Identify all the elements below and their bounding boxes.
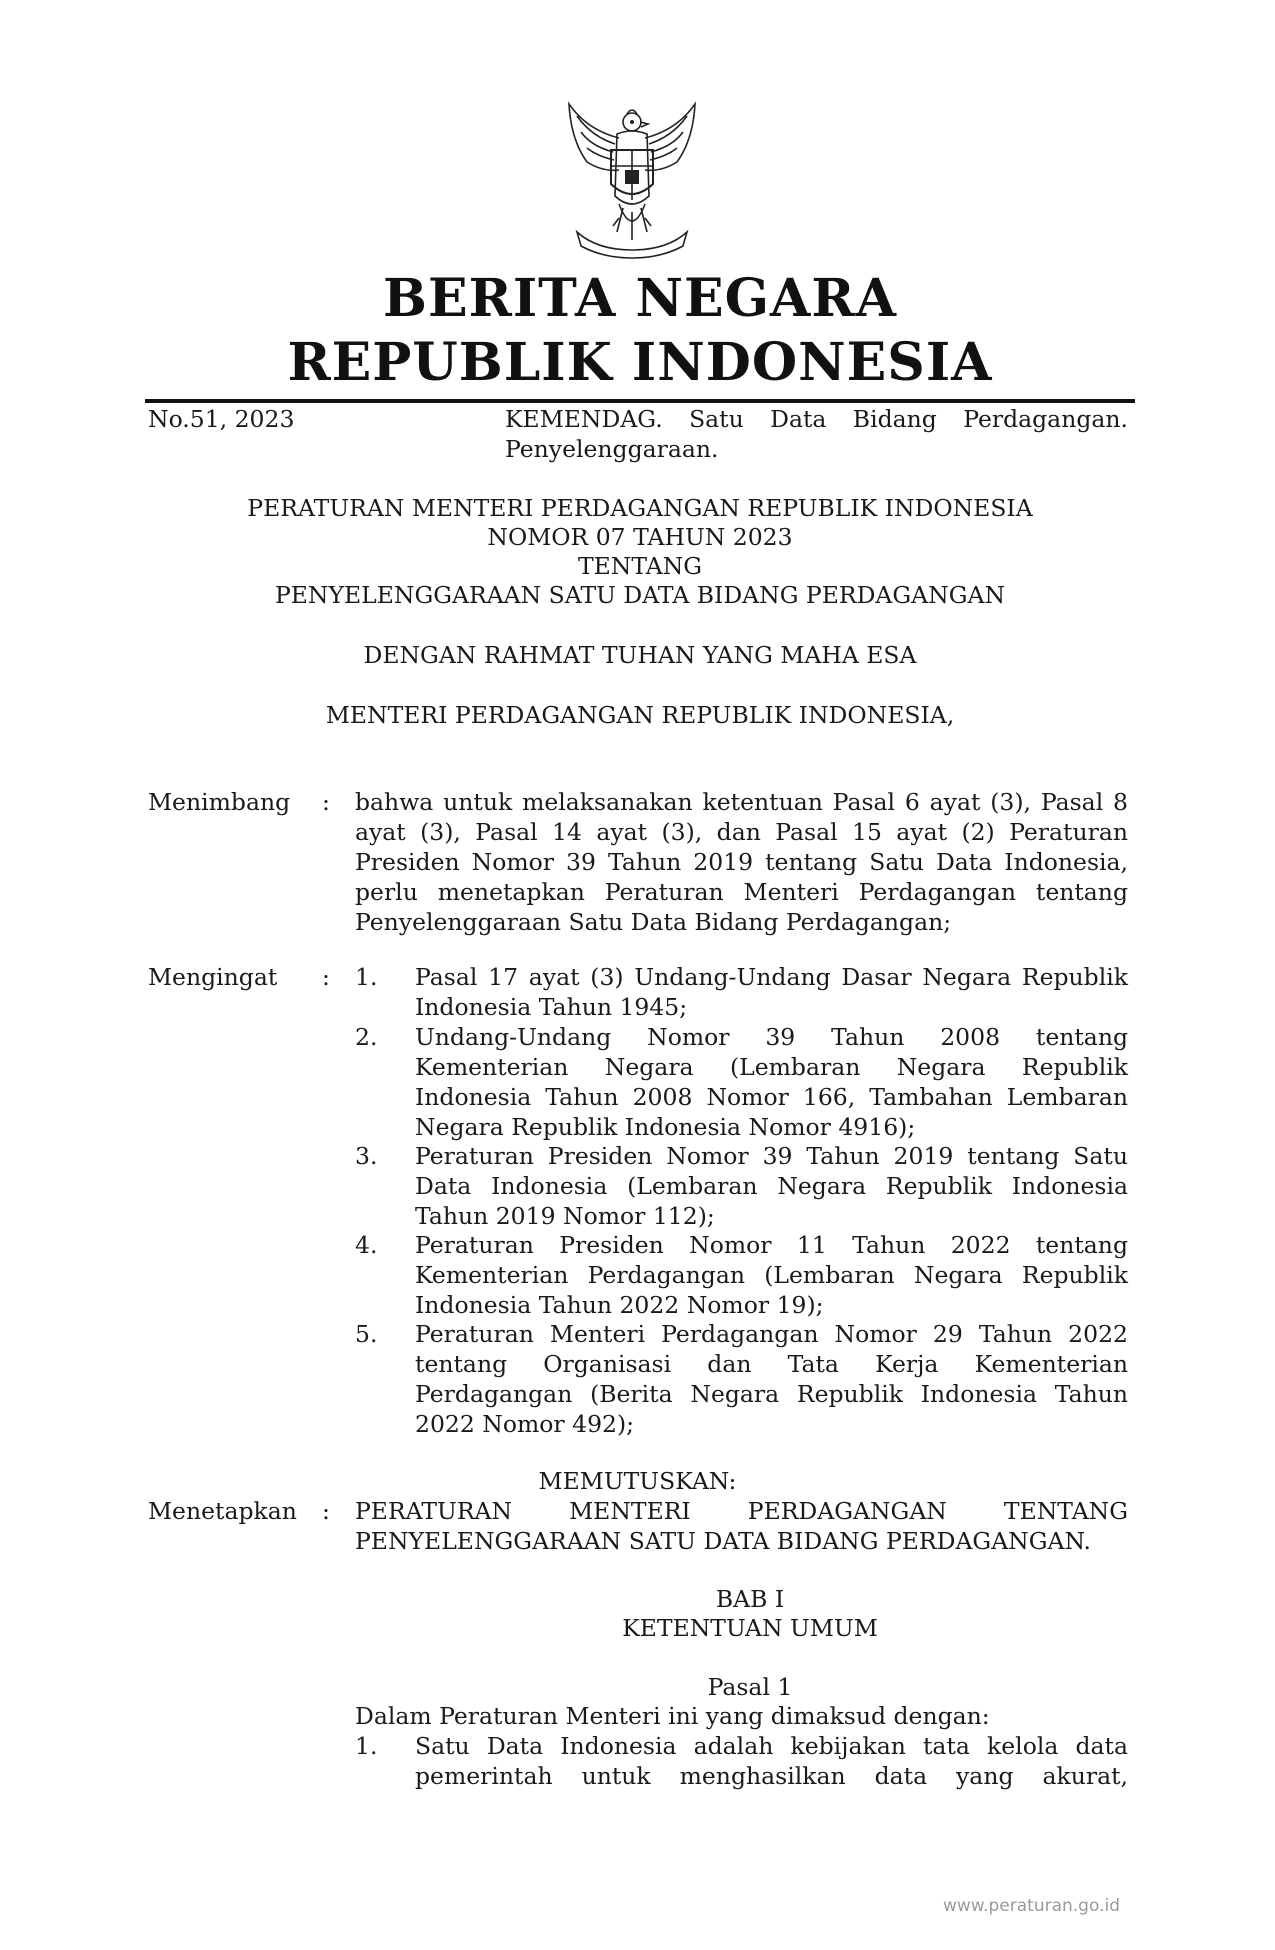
mengingat-label: Mengingat [148, 963, 278, 991]
pasal-intro: Dalam Peraturan Menteri ini yang dimaksud dengan: [355, 1702, 990, 1730]
garuda-emblem-icon [557, 100, 707, 260]
menimbang-label: Menimbang [148, 788, 291, 816]
mengingat-item-text: Peraturan Presiden Nomor 39 Tahun 2019 tentang Satu Data Indonesia (Lembaran Negara Republik Indonesia Tahun 2019 Nomor 112); [415, 1142, 1128, 1230]
mengingat-item-number: 2. [355, 1023, 378, 1051]
regulation-number: NOMOR 07 TAHUN 2023 [487, 523, 793, 551]
mengingat-item-text: Peraturan Presiden Nomor 11 Tahun 2022 tentang Kementerian Perdagangan (Lembaran Negara Republik Indonesia Tahun 2022 Nomor 19); [415, 1231, 1128, 1319]
mengingat-item-text: Peraturan Menteri Perdagangan Nomor 29 Tahun 2022 tentang Organisasi dan Tata Kerja Kementerian Perdagangan (Berita Negara Republik Indonesia Tahun 2022 Nomor 492); [415, 1320, 1128, 1438]
footer-url-link[interactable]: www.peraturan.go.id [942, 1896, 1120, 1916]
mengingat-colon: : [322, 963, 330, 991]
issue-number: No.51, 2023 [148, 405, 295, 433]
bab-title: KETENTUAN UMUM [622, 1614, 878, 1642]
menimbang-text: bahwa untuk melaksanakan ketentuan Pasal 6 ayat (3), Pasal 8 ayat (3), Pasal 14 ayat (3), dan Pasal 15 ayat (2) Peraturan Presiden Nomor 39 Tahun 2019 tentang Satu Data Indonesia, perlu menetapkan Peraturan Menteri Perdagangan tentang Penyelenggaraan Satu Data Bidang Perdagangan; [355, 788, 1128, 936]
bab-number: BAB I [715, 1585, 785, 1613]
mengingat-item-number: 1. [355, 963, 378, 991]
menetapkan-label: Menetapkan [148, 1497, 297, 1525]
menimbang-colon: : [322, 788, 330, 816]
masthead-divider [145, 399, 1135, 403]
mengingat-item-number: 3. [355, 1142, 378, 1170]
masthead-title-line2: REPUBLIK INDONESIA [287, 332, 993, 393]
mengingat-item-number: 5. [355, 1320, 378, 1348]
memutuskan-heading: MEMUTUSKAN: [538, 1467, 737, 1495]
mengingat-item-text: Undang-Undang Nomor 39 Tahun 2008 tentang Kementerian Negara (Lembaran Negara Republik Indonesia Tahun 2008 Nomor 166, Tambahan Lembaran Negara Republik Indonesia Nomor 4916); [415, 1023, 1128, 1141]
invocation: DENGAN RAHMAT TUHAN YANG MAHA ESA [363, 641, 917, 669]
regulation-tentang: TENTANG [577, 552, 703, 580]
issue-summary: KEMENDAG. Satu Data Bidang Perdagangan. Penyelenggaraan. [505, 405, 1128, 463]
pasal-item-text: Satu Data Indonesia adalah kebijakan tata kelola data pemerintah untuk menghasilkan data yang akurat, [415, 1732, 1128, 1790]
menetapkan-colon: : [322, 1497, 330, 1525]
regulation-subject: PENYELENGGARAAN SATU DATA BIDANG PERDAGANGAN [274, 581, 1006, 609]
pasal-item-number: 1. [355, 1732, 378, 1760]
regulation-title: PERATURAN MENTERI PERDAGANGAN REPUBLIK INDONESIA [247, 494, 1033, 522]
pasal-title: Pasal 1 [707, 1673, 793, 1701]
masthead-title-line1: BERITA NEGARA [383, 268, 897, 329]
minister-heading: MENTERI PERDAGANGAN REPUBLIK INDONESIA, [325, 701, 955, 729]
menetapkan-text: PERATURAN MENTERI PERDAGANGAN TENTANG PENYELENGGARAAN SATU DATA BIDANG PERDAGANGAN. [355, 1497, 1128, 1555]
mengingat-item-number: 4. [355, 1231, 378, 1259]
mengingat-item-text: Pasal 17 ayat (3) Undang-Undang Dasar Negara Republik Indonesia Tahun 1945; [415, 963, 1128, 1021]
